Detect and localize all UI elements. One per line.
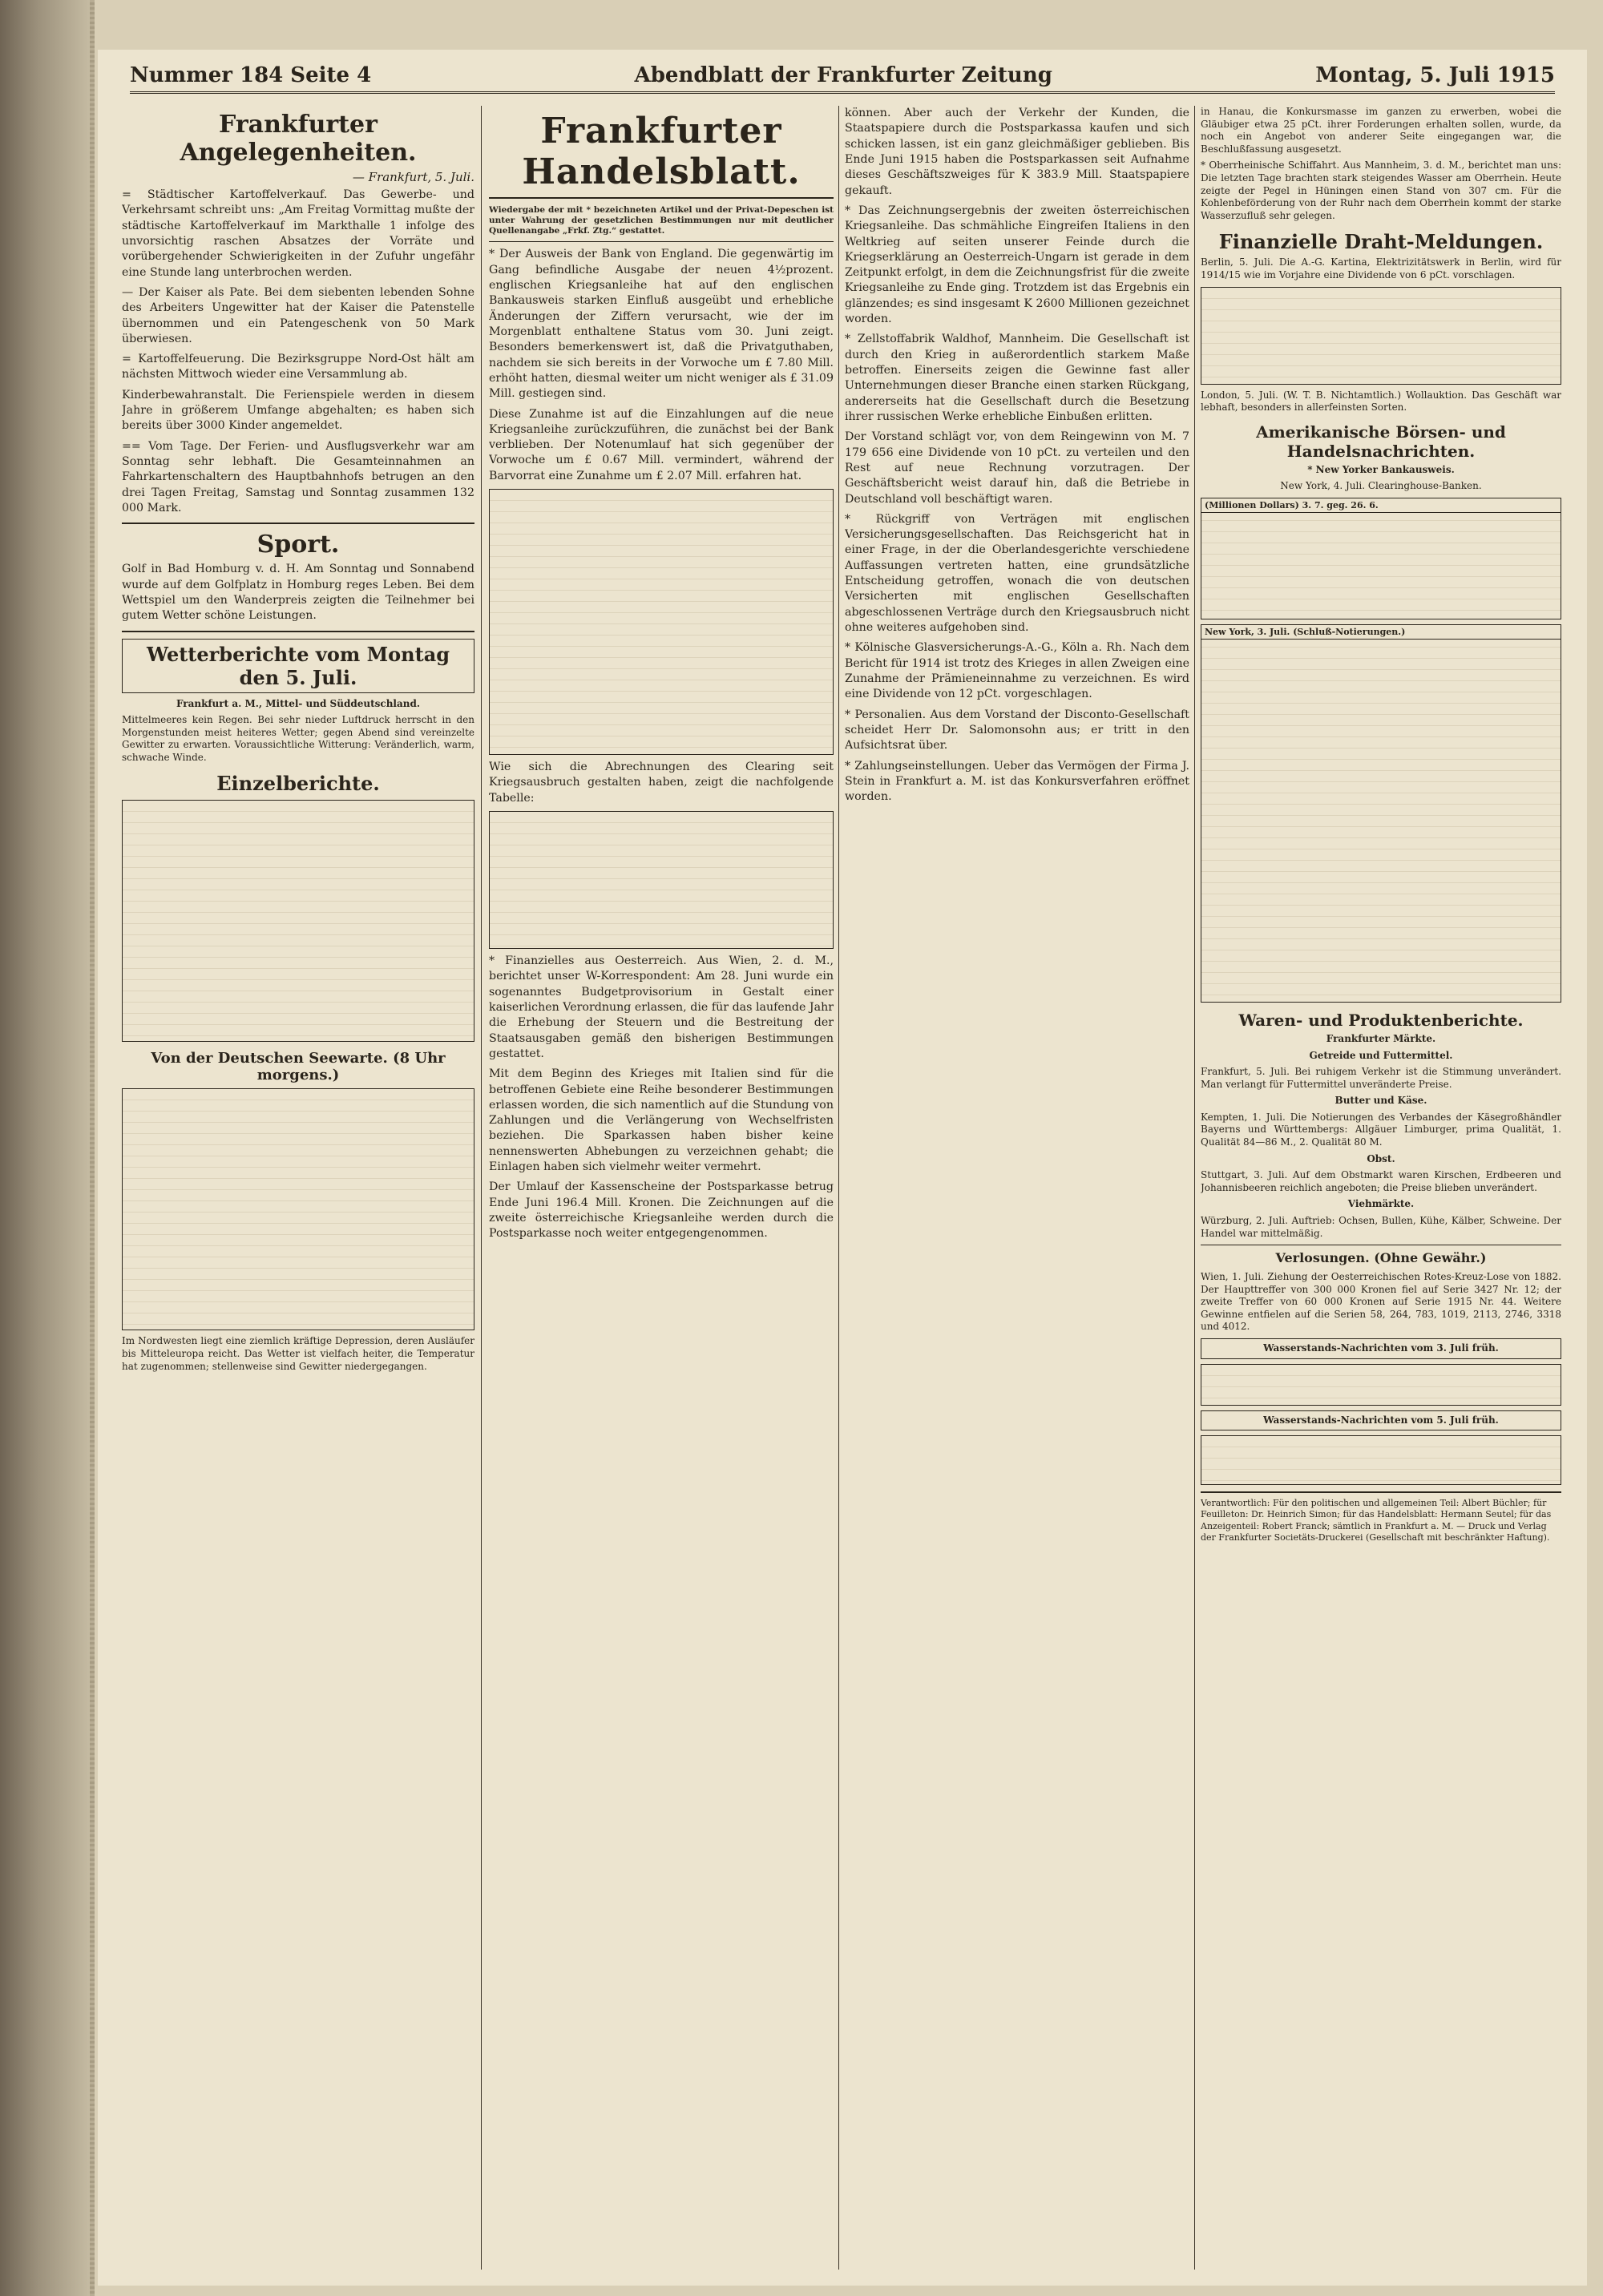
article-paragraph: Frankfurt, 5. Juli. Bei ruhigem Verkehr ist die Stimmung unverändert. Man verlangt für Futtermittel unveränderte Preise. [1201, 1066, 1561, 1090]
article-paragraph: * Zellstoffabrik Waldhof, Mannheim. Die Gesellschaft ist durch den Krieg in außerordentlich starkem Maße betroffen. Einerseits zeigen die Gewinne fast aller Unternehmungen dieser Branche einen starken Rückgang, andererseits hat die Gesellschaft durch die Besetzung ihrer russischen Werke erhebliche Einbußen erlitten. [845, 333, 1189, 423]
newspaper-page [98, 50, 1587, 2286]
article-paragraph: in Hanau, die Konkursmasse im ganzen zu erwerben, wobei die Gläubiger etwa 25 pCt. ihrer Forderungen erhalten sollen, wurde, da noch ein Angebot von anderer Seite eingegangen war, die Beschlußfassung ausgesetzt. [1201, 106, 1561, 155]
article-paragraph: Mit dem Beginn des Krieges mit Italien sind für die betroffenen Gebiete eine Reihe besonderer Bestimmungen erlassen worden, die sich namentlich auf die Stundung von Zahlungen und die Verlängerung von Wechselfristen beziehen. Die Sparkassen haben bisher keine nennenswerten Abhebungen zu verzeichnen gehabt; die Einlagen haben sich vielmehr weiter vermehrt. [489, 1067, 834, 1174]
article-paragraph: London, 5. Juli. (W. T. B. Nichtamtlich.) Wollauktion. Das Geschäft war lebhaft, besonders in allerfeinsten Sorten. [1201, 389, 1561, 414]
einzelberichte-title: Einzelberichte. [216, 772, 380, 796]
article-paragraph: * Das Zeichnungsergebnis der zweiten österreichischen Kriegsanleihe. Das schmähliche Eingreifen Italiens in den Weltkrieg auf seiten unserer Feinde durch die Kriegserklärung an Oesterreich-Ungarn ist gerade in dem Zeitpunkt erfolgt, in dem die Zeichnungsfrist für die zweite Kriegsanleihe zu Ende ging. Trotzdem ist das Ergebnis ein glänzendes; es sind insgesamt K 2600 Millionen gezeichnet worden. [845, 204, 1189, 326]
seewarte-title: Von der Deutschen Seewarte. (8 Uhr morgens.) [151, 1050, 446, 1084]
weather-title: Wetterberichte vom Montag den 5. Juli. [122, 639, 474, 693]
article-paragraph: = Kartoffelfeuerung. Die Bezirksgruppe Nord-Ost hält am nächsten Mittwoch wieder eine Versammlung ab. [122, 353, 474, 381]
table-caption: Wie sich die Abrechnungen des Clearing seit Kriegsausbruch gestalten haben, zeigt die nachfolgende Tabelle: [489, 761, 834, 805]
amerika-title: Amerikanische Börsen- und Handelsnachrichten. [1256, 422, 1506, 461]
divider [122, 523, 474, 524]
section-title: Frankfurter Angelegenheiten. [180, 111, 417, 167]
ny-subtitle: New York, 4. Juli. Clearinghouse-Banken. [1280, 480, 1482, 492]
column-rule [838, 106, 839, 2270]
handelsblatt-title: Frankfurter Handelsblatt. [489, 111, 834, 199]
article-paragraph: * Oberrheinische Schiffahrt. Aus Mannheim, 3. d. M., berichtet man uns: Die letzten Tage brachten stark steigendes Wasser am Oberrhein. Heute zeigte der Pegel in Hüningen einen Stand von 307 cm. Für die Kohlenbeförderung von der Ruhr nach dem Oberrhein kommt der starke Wasserzufluß sehr gelegen. [1201, 159, 1561, 221]
weather-subtitle: Frankfurt a. M., Mittel- und Süddeutschland. [176, 697, 421, 709]
column-handelsblatt [489, 106, 834, 2270]
article-paragraph: * Zahlungseinstellungen. Ueber das Vermögen der Firma J. Stein in Frankfurt a. M. ist das Konkursverfahren eröffnet worden. [845, 759, 1189, 804]
vieh-title: Viehmärkte. [1347, 1198, 1415, 1210]
column-financial-news [845, 106, 1189, 2270]
obst-title: Obst. [1367, 1152, 1395, 1164]
seewarte-paragraph: Im Nordwesten liegt eine ziemlich kräftige Depression, deren Ausläufer bis Mitteleuropa reicht. Das Wetter ist vielfach heiter, die Temperatur hat zugenommen; stellenweise sind Gewitter niedergegangen. [122, 1335, 474, 1372]
page-header [130, 59, 1555, 94]
divider [489, 241, 834, 242]
article-paragraph: Der Umlauf der Kassenscheine der Postsparkasse betrug Ende Juni 196.4 Mill. Kronen. Die Zeichnungen auf die zweite österreichische Kriegsanleihe werden durch die Postsparkasse noch weiter entgegengenommen. [489, 1180, 834, 1241]
ny-table-head: (Millionen Dollars) 3. 7. geg. 26. 6. [1201, 498, 1561, 513]
article-paragraph: * Finanzielles aus Oesterreich. Aus Wien, 2. d. M., berichtet unser W-Korrespondent: Am 28. Juni wurde ein sogenanntes Budgetprovisorium in Gestalt einer kaiserlichen Verordnung erlassen, die für das laufende Jahr die Erhebung der Steuern und die Bestreitung der Staatsausgaben gemäß den bisherigen Bestimmungen gestattet. [489, 954, 834, 1060]
reprint-note: Wiedergabe der mit * bezeichneten Artikel und der Privat-Depeschen ist unter Wahrung der gesetzlichen Bestimmungen nur mit deutlicher Quellenangabe „Frkf. Ztg.“ gestattet. [489, 205, 834, 236]
butter-title: Butter und Käse. [1334, 1095, 1427, 1107]
article-paragraph: == Vom Tage. Der Ferien- und Ausflugsverkehr war am Sonntag sehr lebhaft. Die Gesamteinnahmen an Fahrkartenschaltern des Hauptbahnhofs betrugen an den drei Tagen Freitag, Samstag und Sonntag zusammen 132 000 Mark. [122, 439, 474, 514]
sport-title: Sport. [256, 531, 340, 559]
article-paragraph: Berlin, 5. Juli. Die A.-G. Kartina, Elektrizitätswerk in Berlin, wird für 1914/15 wie im Vorjahre eine Dividende von 6 pCt. vorschlagen. [1201, 256, 1561, 280]
weather-paragraph: Mittelmeeres kein Regen. Bei sehr nieder Luftdruck herrscht in den Morgenstunden meist heiteres Wetter; gegen Abend sind vereinzelte Gewitter zu erwarten. Voraussichtliche Witterung: Veränderlich, warm, schwache Winde. [122, 714, 474, 763]
book-binding [0, 0, 95, 2296]
bank-statement-table [489, 489, 834, 755]
london-table [1201, 287, 1561, 385]
issue-date: Montag, 5. Juli 1915 [1315, 63, 1555, 87]
clearing-table [489, 811, 834, 949]
wasser-table [1201, 1364, 1561, 1406]
article-paragraph: — Der Kaiser als Pate. Bei dem siebenten lebenden Sohne des Arbeiters Ungewitter hat der Kaiser die Patenstelle übernommen und ein Patengeschenk von 50 Mark überwiesen. [122, 285, 474, 345]
article-paragraph: Kempten, 1. Juli. Die Notierungen des Verbandes der Käsegroßhändler Bayerns und Württembergs: Allgäuer Limburger, prima Qualität, 1. Qualität 84—86 M., 2. Qualität 80 M. [1201, 1111, 1561, 1148]
ny-stocks-table [1201, 624, 1561, 1003]
divider [122, 631, 474, 632]
article-paragraph: * Rückgriff von Verträgen mit englischen Versicherungsgesellschaften. Das Reichsgericht hat in einer Frage, in der die Oberlandesgerichte verschiedene Auffassungen vertreten hatten, eine grundsätzliche Entscheidung getroffen, wonach die von deutschen Versicherten mit englischen Gesellschaften abgeschlossenen Verträge durch den Kriegsausbruch nicht ohne weiteres aufgehoben sind. [845, 512, 1189, 634]
maerkte-subtitle: Getreide und Futtermittel. [1309, 1049, 1453, 1061]
ny-stocks-head: New York, 3. Juli. (Schluß-Notierungen.) [1201, 625, 1561, 640]
column-rule [1194, 106, 1195, 2270]
column-rule [481, 106, 482, 2270]
article-paragraph: Wien, 1. Juli. Ziehung der Oesterreichischen Rotes-Kreuz-Lose von 1882. Der Haupttreffer von 300 000 Kronen fiel auf Serie 3427 Nr. 12; der zweite Treffer von 60 000 Kronen auf Serie 1915 Nr. 44. Weitere Gewinne entfielen auf die Serien 58, 264, 783, 1019, 2113, 2746, 3318 und 4012. [1201, 1271, 1561, 1333]
article-paragraph: Kinderbewahranstalt. Die Ferienspiele werden in diesem Jahre in größerem Umfange abgehalten; es haben sich bereits über 3000 Kinder angemeldet. [122, 388, 474, 433]
ny-bank-table [1201, 498, 1561, 619]
weather-table [122, 800, 474, 1042]
article-paragraph: * Personalien. Aus dem Vorstand der Disconto-Gesellschaft scheidet Herr Dr. Salomonsohn aus; er tritt in den Aufsichtsrat über. [845, 708, 1189, 753]
verlosungen-title: Verlosungen. (Ohne Gewähr.) [1275, 1250, 1487, 1266]
column-local-news [122, 106, 474, 2270]
article-paragraph: Golf in Bad Homburg v. d. H. Am Sonntag und Sonnabend wurde auf dem Golfplatz in Homburg reges Leben. Bei dem Wettspiel um den Wanderpreis zeigten die Teilnehmer bei gutem Wetter schöne Leistungen. [122, 563, 474, 623]
imprint: Verantwortlich: Für den politischen und allgemeinen Teil: Albert Büchler; für Feuilleton: Dr. Heinrich Simon; für das Handelsblatt: Hermann Seutel; für das Anzeigenteil: Robert Franck; sämtlich in Frankfurt a. M. — Druck und Verlag der Frankfurter Societäts-Druckerei (Gesellschaft mit beschränkter Haftung). [1201, 1491, 1561, 1543]
dateline: — Frankfurt, 5. Juli. [352, 170, 474, 184]
wasser-title: Wasserstands-Nachrichten vom 3. Juli früh. [1201, 1338, 1561, 1359]
wasser-title-2: Wasserstands-Nachrichten vom 5. Juli früh. [1201, 1410, 1561, 1431]
article-paragraph: * Kölnische Glasversicherungs-A.-G., Köln a. Rh. Nach dem Bericht für 1914 ist trotz des Krieges in allen Zweigen eine Zunahme der Prämieneinnahme zu verzeichnen. Es wird eine Dividende von 12 pCt. vorgeschlagen. [845, 641, 1189, 701]
issue-number: Nummer 184 Seite 4 [130, 63, 372, 87]
article-paragraph: Würzburg, 2. Juli. Auftrieb: Ochsen, Bullen, Kühe, Kälber, Schweine. Der Handel war mittelmäßig. [1201, 1215, 1561, 1239]
wasser-table-2 [1201, 1435, 1561, 1485]
article-paragraph: = Städtischer Kartoffelverkauf. Das Gewerbe- und Verkehrsamt schreibt uns: „Am Freitag Vormittag mußte der städtische Kartoffelverkauf im Markthalle 1 infolge des unvorsichtig raschen Absatzes der Vorräte und vorübergehender Schwierigkeiten in der Zufuhr ungefähr eine Stunde lang unterbrochen werden. [122, 188, 474, 279]
waren-title: Waren- und Produktenberichte. [1238, 1010, 1524, 1030]
article-paragraph: Der Vorstand schlägt vor, von dem Reingewinn von M. 7 179 656 eine Dividende von 10 pCt. zu verteilen und den Rest auf neue Rechnung vorzutragen. Der Geschäftsbericht weist darauf hin, daß die Betriebe in Deutschland voll beschäftigt waren. [845, 430, 1189, 506]
ny-title: * New Yorker Bankausweis. [1307, 463, 1455, 475]
masthead: Abendblatt der Frankfurter Zeitung [634, 63, 1052, 87]
maerkte-title: Frankfurter Märkte. [1326, 1032, 1436, 1044]
article-paragraph: Stuttgart, 3. Juli. Auf dem Obstmarkt waren Kirschen, Erdbeeren und Johannisbeeren reichlich angeboten; die Preise blieben unverändert. [1201, 1169, 1561, 1193]
seewarte-table [122, 1088, 474, 1330]
article-paragraph: Diese Zunahme ist auf die Einzahlungen auf die neue Kriegsanleihe zurückzuführen, die zunächst bei der Bank verblieben. Der Notenumlauf hat sich gegenüber der Vorwoche um £ 0.67 Mill. vermindert, während der Barvorrat eine Zunahme um £ 2.07 Mill. erfahren hat. [489, 407, 834, 482]
draht-title: Finanzielle Draht-Meldungen. [1218, 230, 1544, 254]
article-paragraph: können. Aber auch der Verkehr der Kunden, die Staatspapiere durch die Postsparkassa kaufen und sich schicken lassen, ist ein ganz gleichmäßiger geblieben. Bis Ende Juni 1915 haben die Postsparkassen seit Aufnahme dieses Geschäftszweiges für K 383.9 Mill. Staatspapiere gekauft. [845, 107, 1189, 197]
article-paragraph: * Der Ausweis der Bank von England. Die gegenwärtig im Gang befindliche Ausgabe der neuen 4½prozent. englischen Kriegsanleihe hat auf den englischen Bankausweis starken Einfluß ausgeübt und erhebliche Änderungen der Ziffern verursacht, wie der im Morgenblatt enthaltene Status vom 30. Juni zeigt. Besonders bemerkenswert ist, daß die Privatguthaben, nachdem sie sich bereits in der Vorwoche um £ 7.80 Mill. erhöht hatten, diesmal weiter um nicht weniger als £ 31.09 Mill. gestiegen sind. [489, 248, 834, 401]
column-markets [1201, 106, 1561, 2270]
